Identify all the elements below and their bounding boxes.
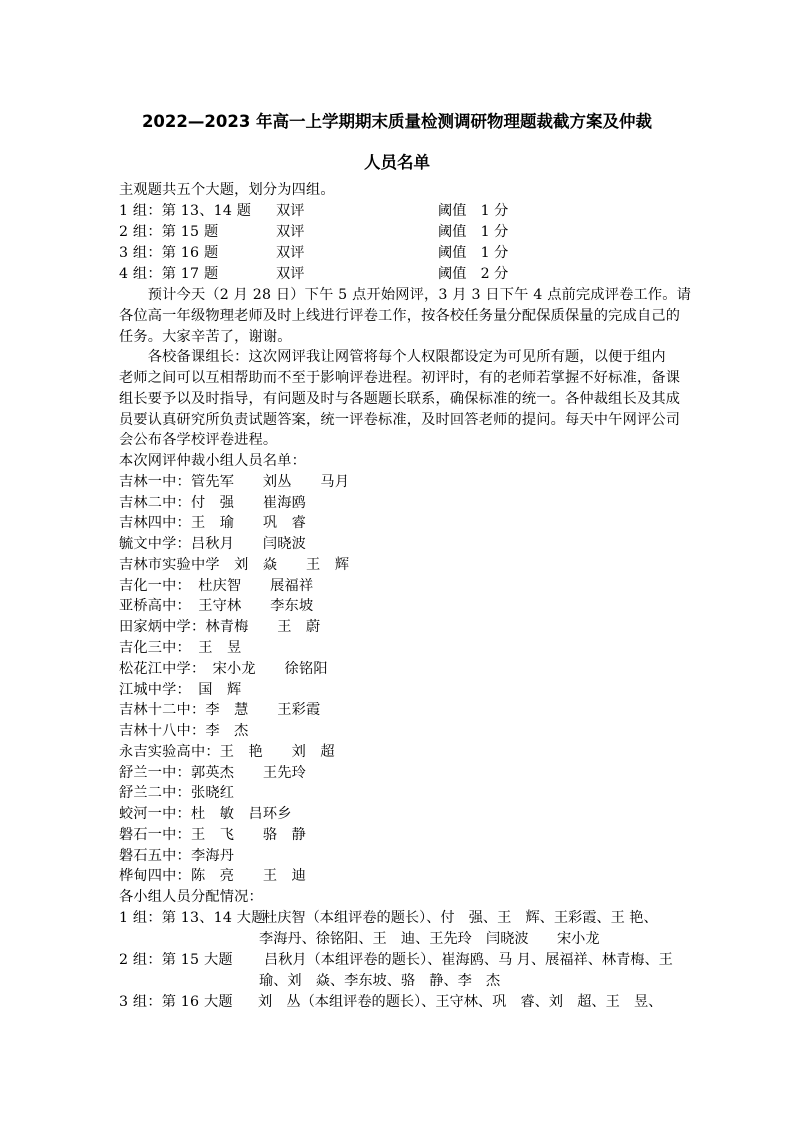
assign-label: 1 组：第 13、14 大题 [119,910,266,926]
arbiter-row: 永吉实验高中：王 艳 刘 超 [119,744,335,760]
assign-heading: 各小组人员分配情况： [119,889,263,905]
paragraph-line: 员要认真研究所负责试题答案，统一评卷标准，及时回答老师的提问。每天中午网评公司 [119,412,681,428]
arbiter-row: 吉林市实验中学 刘 焱 王 辉 [119,557,350,573]
group-mode: 双评 [276,245,305,261]
arbiter-row: 舒兰二中：张晓红 [119,785,235,801]
group-label: 4 组：第 17 题 [119,266,219,282]
group-label: 1 组：第 13、14 题 [119,203,252,219]
paragraph-line: 任务。大家辛苦了，谢谢。 [119,329,292,345]
arbiter-row: 吉林二中：付 强 崔海鸥 [119,495,307,511]
group-threshold: 阈值 1 分 [438,224,509,240]
assign-label: 3 组：第 16 大题 [119,994,233,1010]
assign-members: 瑜、刘 焱、李东坡、骆 静、李 杰 [259,973,501,989]
paragraph-line: 组长要予以及时指导，有问题及时与各题题长联系，确保标准的统一。各仲裁组长及其成 [119,391,681,407]
arbiter-heading: 本次网评仲裁小组人员名单： [119,453,307,469]
group-mode: 双评 [276,224,305,240]
assign-members: 李海丹、徐铭阳、王 迪、王先玲 闫晓波 宋小龙 [259,931,600,947]
group-threshold: 阈值 1 分 [438,203,509,219]
assign-members: 杜庆智（本组评卷的题长）、付 强、王 辉、王彩霞、王 艳、 [263,910,658,926]
group-threshold: 阈值 1 分 [438,245,509,261]
arbiter-row: 松花江中学： 宋小龙 徐铭阳 [119,661,328,677]
arbiter-row: 吉林一中：管先军 刘丛 马月 [119,474,350,490]
arbiter-row: 吉林十八中：李 杰 [119,723,249,739]
group-label: 2 组：第 15 题 [119,224,219,240]
document-title-line2: 人员名单 [364,153,430,172]
group-threshold: 阈值 2 分 [438,266,509,282]
arbiter-row: 吉林四中：王 瑜 巩 睿 [119,515,307,531]
assign-members: 刘 丛（本组评卷的题长）、王守林、巩 睿、刘 超、王 昱、 [258,994,663,1010]
arbiter-row: 吉化一中： 杜庆智 展福祥 [119,578,314,594]
arbiter-row: 吉林十二中：李 慧 王彩霞 [119,702,321,718]
arbiter-row: 磐石一中：王 飞 骆 静 [119,827,307,843]
arbiter-row: 舒兰一中：郭英杰 王先玲 [119,765,307,781]
intro-text: 主观题共五个大题，划分为四组。 [119,182,335,198]
assign-members: 吕秋月（本组评卷的题长）、崔海鸥、马 月、展福祥、林青梅、王 [264,952,673,968]
group-mode: 双评 [276,203,305,219]
arbiter-row: 江城中学： 国 辉 [119,682,242,698]
paragraph-line: 预计今天（2 月 28 日）下午 5 点开始网评，3 月 3 日下午 4 点前完成评卷工作。请 [119,287,692,303]
group-mode: 双评 [276,266,305,282]
paragraph-line: 老师之间可以互相帮助而不至于影响评卷进程。初评时，有的老师若掌握不好标准，备课 [119,370,681,386]
arbiter-row: 蛟河一中：杜 敏 吕环乡 [119,806,292,822]
arbiter-row: 桦甸四中：陈 亮 王 迪 [119,868,307,884]
arbiter-row: 吉化三中： 王 昱 [119,640,242,656]
document-title-line1: 2022—2023 年高一上学期期末质量检测调研物理题裁截方案及仲裁 [141,112,653,131]
paragraph-line: 会公布各学校评卷进程。 [119,432,278,448]
paragraph-line: 各校备课组长：这次网评我让网管将每个人权限都设定为可见所有题，以便于组内 [119,349,666,365]
arbiter-row: 亚桥高中： 王守林 李东坡 [119,598,314,614]
arbiter-row: 田家炳中学：林青梅 王 蔚 [119,619,321,635]
arbiter-row: 磐石五中：李海丹 [119,848,235,864]
paragraph-line: 各位高一年级物理老师及时上线进行评卷工作，按各校任务量分配保质保量的完成自己的 [119,308,681,324]
group-label: 3 组：第 16 题 [119,245,219,261]
arbiter-row: 毓文中学：吕秋月 闫晓波 [119,536,307,552]
assign-label: 2 组：第 15 大题 [119,952,233,968]
